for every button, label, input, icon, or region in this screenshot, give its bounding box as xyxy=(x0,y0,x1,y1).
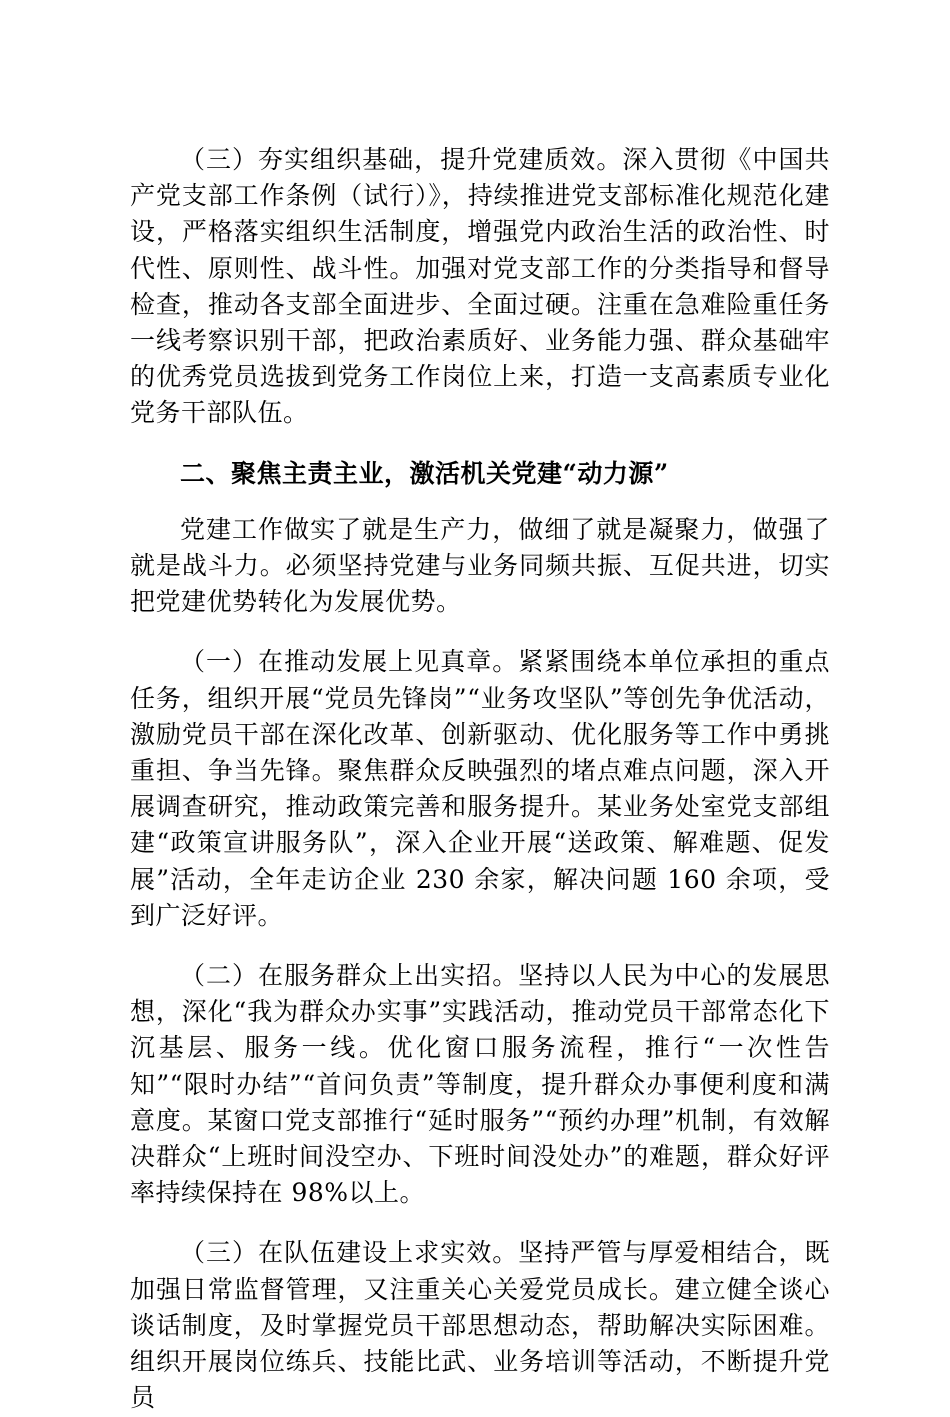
paragraph-section-intro: 党建工作做实了就是生产力，做细了就是凝聚力，做强了就是战斗力。必须坚持党建与业务同频共振、互促共进，切实把党建优势转化为发展优势。 xyxy=(130,514,830,617)
section-heading-2: 二、聚焦主责主业，激活机关党建“动力源” xyxy=(180,458,669,488)
paragraph-team-building: （三）在队伍建设上求实效。坚持严管与厚爱相结合，既加强日常监督管理，又注重关心关爱党员成长。建立健全谈心谈话制度，及时掌握党员干部思想动态，帮助解决实际困难。组织开展岗位练兵、技能比武、业务培训等活动，不断提升党员 xyxy=(130,1238,830,1413)
paragraph-organization-foundation: （三）夯实组织基础，提升党建质效。深入贯彻《中国共产党支部工作条例（试行）》，持续推进党支部标准化规范化建设，严格落实组织生活制度，增强党内政治生活的政治性、时代性、原则性、战斗性。加强对党支部工作的分类指导和督导检查，推动各支部全面进步、全面过硬。注重在急难险重任务一线考察识别干部，把政治素质好、业务能力强、群众基础牢的优秀党员选拔到党务工作岗位上来，打造一支高素质专业化党务干部队伍。 xyxy=(130,145,830,428)
paragraph-spacer xyxy=(130,934,830,958)
paragraph-spacer xyxy=(130,432,830,456)
paragraph-spacer xyxy=(130,1211,830,1235)
paragraph-spacer xyxy=(130,620,830,644)
paragraph-spacer xyxy=(130,492,830,512)
paragraph-serve-masses: （二）在服务群众上出实招。坚持以人民为中心的发展思想，深化“我为群众办实事”实践活动，推动党员干部常态化下沉基层、服务一线。优化窗口服务流程，推行“一次性告知”“限时办结”“首问负责”等制度，提升群众办事便利度和满意度。某窗口党支部推行“延时服务”“预约办理”机制，有效解决群众“上班时间没空办、下班时间没处办”的难题，群众好评率持续保持在 98%以上。 xyxy=(130,961,830,1208)
document-body xyxy=(130,142,830,1417)
paragraph-promote-development: （一）在推动发展上见真章。紧紧围绕本单位承担的重点任务，组织开展“党员先锋岗”“业务攻坚队”等创先争优活动，激励党员干部在深化改革、创新驱动、优化服务等工作中勇挑重担、争当先锋。聚焦群众反映强烈的堵点难点问题，深入开展调查研究，推动政策完善和服务提升。某业务处室党支部组建“政策宣讲服务队”，深入企业开展“送政策、解难题、促发展”活动，全年走访企业 230 余家，解决问题 160 余项，受到广泛好评。 xyxy=(130,647,830,930)
